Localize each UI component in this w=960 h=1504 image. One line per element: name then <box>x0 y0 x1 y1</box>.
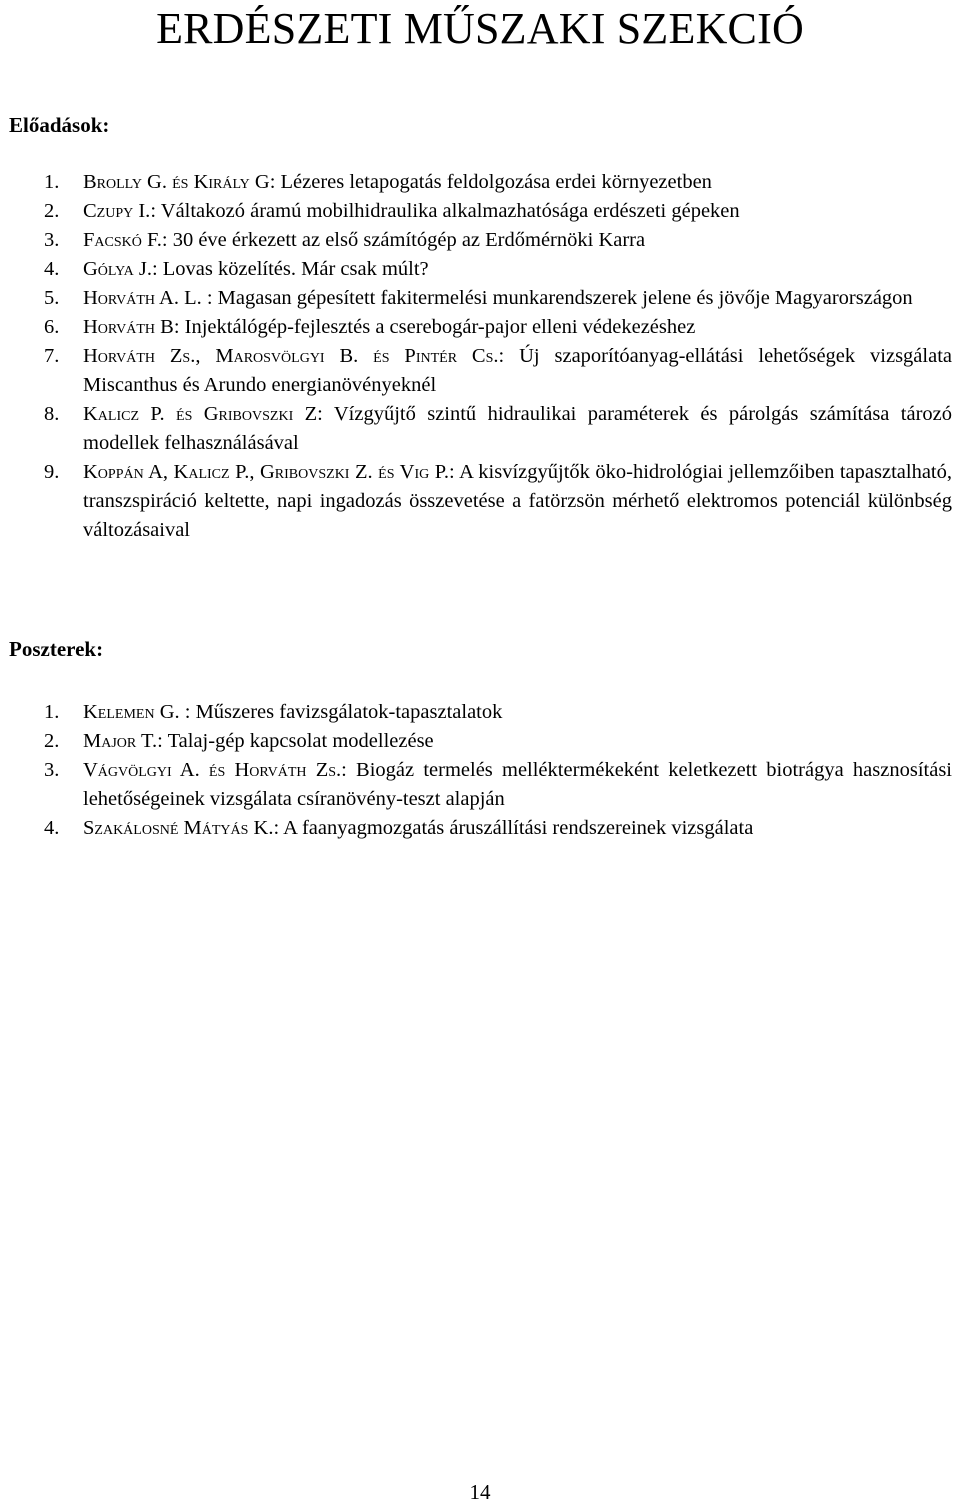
item-title: : Váltakozó áramú mobilhidraulika alkalmazhatósága erdészeti gépeken <box>150 200 740 222</box>
item-number: 5. <box>44 287 60 309</box>
item-number: 2. <box>44 730 60 752</box>
item-number: 9. <box>44 461 60 483</box>
item-authors: Gólya J. <box>83 258 152 280</box>
poster-item <box>0 814 960 843</box>
item-number: 3. <box>44 759 60 781</box>
item-authors: Koppán A, Kalicz P., Gribovszki Z. és Vig P. <box>83 461 449 483</box>
item-authors: Major T. <box>83 730 158 752</box>
item-title: : A kisvízgyűjtők öko-hidrológiai jellemzőiben tapasztalható, transzspiráció keltette, napi ingadozás összevetése a fatörzsön mérhető elektromos potenciál különbség változásaival <box>83 461 952 541</box>
item-title: : 30 éve érkezett az első számítógép az Erdőmérnöki Karra <box>161 229 646 251</box>
lecture-item <box>0 400 960 458</box>
item-authors: Vágvölgyi A. és Horváth Zs. <box>83 759 342 781</box>
item-number: 1. <box>44 171 60 193</box>
item-number: 3. <box>44 229 60 251</box>
item-number: 7. <box>44 345 60 367</box>
item-title: : Magasan gépesített fakitermelési munkarendszerek jelene és jövője Magyarországon <box>201 287 913 309</box>
item-title: : A faanyagmozgatás áruszállítási rendszereinek vizsgálata <box>273 817 754 839</box>
lecture-item <box>0 458 960 545</box>
item-authors: Horváth Zs., Marosvölgyi B. és Pintér Cs. <box>83 345 499 367</box>
item-title: : Talaj-gép kapcsolat modellezése <box>157 730 434 752</box>
poster-item <box>0 698 960 727</box>
item-authors: Czupy I. <box>83 200 151 222</box>
item-title: : Vízgyűjtő szintű hidraulikai paraméterek és párolgás számítása tározó modellek felhasználásával <box>83 403 953 454</box>
lecture-item <box>0 168 960 197</box>
item-authors: Kalicz P. és Gribovszki Z <box>83 403 318 425</box>
item-number: 1. <box>44 701 60 723</box>
posters-heading: Poszterek: <box>9 637 104 661</box>
lecture-item <box>0 226 960 255</box>
page-title: ERDÉSZETI MŰSZAKI SZEKCIÓ <box>156 4 804 53</box>
item-number: 4. <box>44 258 60 280</box>
item-authors: Szakálosné Mátyás K. <box>83 817 274 839</box>
item-authors: Horváth B <box>83 316 174 338</box>
item-authors: Brolly G. és Király G <box>83 171 270 193</box>
posters-list <box>0 698 960 843</box>
page-number: 14 <box>469 1480 491 1504</box>
item-authors: Facskó F. <box>83 229 162 251</box>
item-authors: Horváth A. L. <box>83 287 202 309</box>
item-title: : Lézeres letapogatás feldolgozása erdei környezetben <box>269 171 712 193</box>
item-title: : Injektálógép-fejlesztés a cserebogár-pajor elleni védekezéshez <box>173 316 696 338</box>
item-title: : Biogáz termelés melléktermékeként keletkezett biotrágya hasznosítási lehetőségeinek vizsgálata csíranövény-teszt alapján <box>83 759 952 810</box>
item-authors: Kelemen G. <box>83 701 180 723</box>
poster-item <box>0 727 960 756</box>
lecture-item <box>0 284 960 313</box>
item-title: : Műszeres favizsgálatok-tapasztalatok <box>179 701 503 723</box>
lecture-item <box>0 197 960 226</box>
poster-item <box>0 756 960 814</box>
lectures-list <box>0 168 960 545</box>
lectures-heading: Előadások: <box>9 113 110 137</box>
item-title: : Lovas közelítés. Már csak múlt? <box>151 258 429 280</box>
lecture-item <box>0 313 960 342</box>
lecture-item <box>0 255 960 284</box>
item-number: 6. <box>44 316 60 338</box>
lecture-item <box>0 342 960 400</box>
item-number: 8. <box>44 403 60 425</box>
item-title: : Új szaporítóanyag-ellátási lehetőségek vizsgálata Miscanthus és Arundo energianövényeknél <box>83 345 952 396</box>
item-number: 4. <box>44 817 60 839</box>
item-number: 2. <box>44 200 60 222</box>
